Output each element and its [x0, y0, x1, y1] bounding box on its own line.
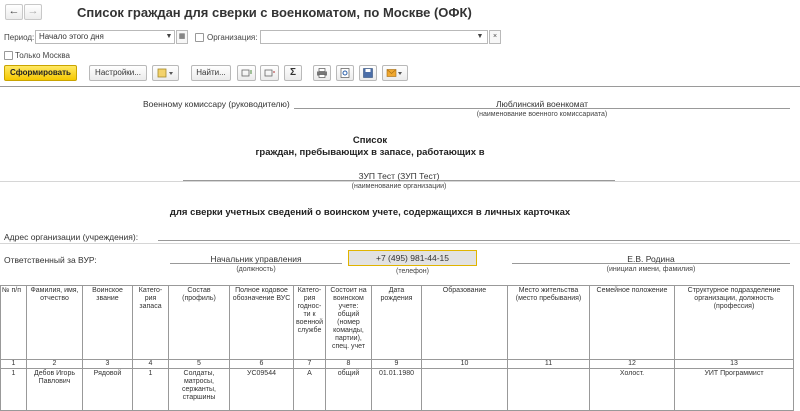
table-cell[interactable]: Рядовой — [83, 369, 133, 411]
phone-cell[interactable]: +7 (495) 981-44-15 — [348, 250, 477, 266]
clear-icon[interactable]: × — [489, 30, 501, 44]
variants-button[interactable] — [152, 65, 179, 81]
column-header: Состав (профиль) — [169, 286, 230, 360]
column-header: Воинское звание — [83, 286, 133, 360]
period-field[interactable]: Начало этого дня — [35, 30, 175, 44]
position-value: Начальник управления — [210, 254, 302, 264]
column-number-row — [1, 360, 794, 369]
report-heading: Список — [352, 135, 388, 146]
column-number: 8 — [326, 360, 372, 369]
window-title: Список граждан для сверки с военкоматом, по Москве (ОФК) — [77, 5, 472, 20]
save-icon[interactable] — [359, 65, 377, 81]
chevron-down-icon[interactable]: ▼ — [165, 33, 173, 40]
column-header: Структурное подразделение организации, должность (профессия) — [675, 286, 794, 360]
settings-button[interactable]: Настройки... — [89, 65, 147, 81]
table-header-row — [1, 286, 794, 360]
column-header: Катего-рия годнос-ти к военной службе — [294, 286, 326, 360]
phone-hint: (телефон) — [396, 268, 429, 275]
forward-arrow-icon[interactable]: → — [24, 4, 42, 20]
report-subheading: граждан, пребывающих в запасе, работающих в — [255, 147, 485, 158]
column-header: Полное кодовое обозначение ВУС — [230, 286, 294, 360]
table-cell[interactable]: 01.01.1980 — [372, 369, 422, 411]
organization-field[interactable] — [260, 30, 488, 44]
only-moscow-checkbox[interactable] — [4, 51, 13, 60]
organization-name: ЗУП Тест (ЗУП Тест) — [358, 171, 440, 181]
column-header: Фамилия, имя, отчество — [27, 286, 83, 360]
column-header: Состоит на воинском учете: общий (номер команды, партии), спец. учет — [326, 286, 372, 360]
column-header: Катего-рия запаса — [133, 286, 169, 360]
column-header: Место жительства (место пребывания) — [508, 286, 590, 360]
report-purpose: для сверки учетных сведений о воинском учете, содержащихся в личных карточках — [169, 207, 571, 218]
preview-icon[interactable] — [336, 65, 354, 81]
separator — [0, 243, 800, 244]
print-icon[interactable] — [313, 65, 331, 81]
table-cell[interactable]: 1 — [1, 369, 27, 411]
column-number: 3 — [83, 360, 133, 369]
organization-checkbox[interactable] — [195, 33, 204, 42]
column-number: 11 — [508, 360, 590, 369]
chevron-down-icon[interactable]: ▼ — [476, 33, 484, 40]
address-label: Адрес организации (учреждения): — [4, 232, 139, 242]
column-number: 1 — [1, 360, 27, 369]
table-cell[interactable] — [422, 369, 508, 411]
commissar-value: Люблинский военкомат — [495, 99, 589, 109]
column-header: Образование — [422, 286, 508, 360]
send-email-icon[interactable] — [382, 65, 408, 81]
collapse-icon[interactable] — [260, 65, 279, 81]
position-hint: (должность) — [236, 266, 276, 273]
column-header: № п/п — [1, 286, 27, 360]
table-cell[interactable]: Дебов Игорь Павлович — [27, 369, 83, 411]
column-number: 13 — [675, 360, 794, 369]
table-row[interactable] — [1, 369, 794, 411]
column-number: 2 — [27, 360, 83, 369]
table-cell[interactable]: Солдаты, матросы, сержанты, старшины — [169, 369, 230, 411]
organization-hint: (наименование организации) — [351, 183, 447, 190]
table-cell[interactable]: УС09544 — [230, 369, 294, 411]
only-moscow-label: Только Москва — [15, 51, 70, 60]
initials-hint: (инициал имени, фамилия) — [606, 266, 696, 273]
column-number: 4 — [133, 360, 169, 369]
column-header: Дата рождения — [372, 286, 422, 360]
table-cell[interactable]: общий — [326, 369, 372, 411]
table-cell[interactable]: 1 — [133, 369, 169, 411]
column-header: Семейное положение — [590, 286, 675, 360]
column-number: 10 — [422, 360, 508, 369]
table-cell[interactable]: А — [294, 369, 326, 411]
initials-value: Е.В. Родина — [627, 254, 675, 264]
column-number: 6 — [230, 360, 294, 369]
column-number: 5 — [169, 360, 230, 369]
separator — [0, 181, 800, 182]
column-number: 7 — [294, 360, 326, 369]
citizens-table — [0, 285, 794, 411]
report-variant-icon — [157, 68, 175, 78]
find-button[interactable]: Найти... — [191, 65, 231, 81]
table-cell[interactable]: УИТ Программист — [675, 369, 794, 411]
column-number: 9 — [372, 360, 422, 369]
report-sheet — [0, 86, 800, 411]
table-cell[interactable] — [508, 369, 590, 411]
period-label: Период: — [4, 33, 35, 42]
sum-icon[interactable]: Σ — [284, 65, 302, 81]
column-number: 12 — [590, 360, 675, 369]
back-arrow-icon[interactable]: ← — [5, 4, 23, 20]
address-line — [158, 231, 790, 241]
commissar-hint: (наименование военного комиссариата) — [476, 111, 608, 118]
commissar-label: Военному комиссару (руководителю) — [143, 99, 290, 109]
table-cell[interactable]: Холост. — [590, 369, 675, 411]
organization-label: Организация: — [207, 33, 258, 42]
generate-button[interactable]: Сформировать — [4, 65, 77, 81]
responsible-label: Ответственный за ВУР: — [4, 255, 97, 265]
expand-icon[interactable] — [237, 65, 256, 81]
title-bar — [0, 0, 800, 24]
calendar-icon[interactable]: ▦ — [176, 30, 188, 44]
